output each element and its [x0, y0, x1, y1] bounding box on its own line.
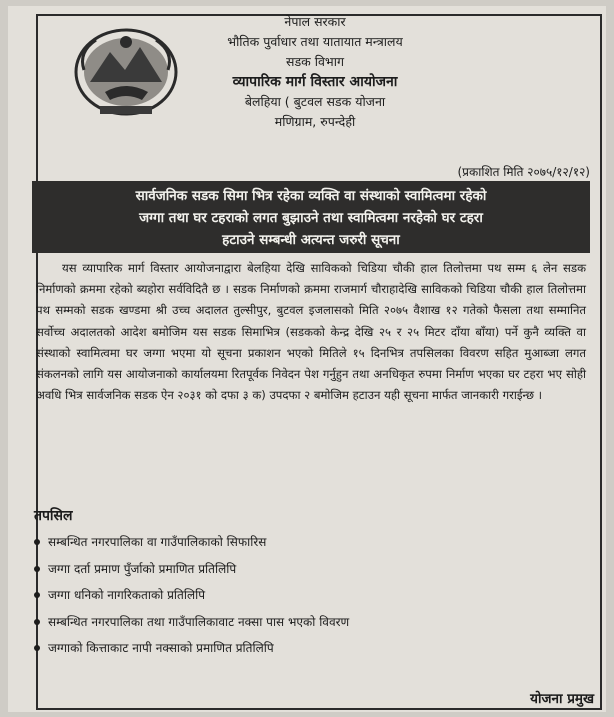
banner-line-3: हटाउने सम्बन्धी अत्यन्त जरुरी सूचना [222, 232, 400, 248]
banner-line-1: सार्वजनिक सडक सिमा भित्र रहेका व्यक्ति वा संस्थाको स्वामित्वमा रहेको [135, 188, 487, 204]
bullet-icon [34, 539, 40, 545]
publish-date: (प्रकाशित मिति २०७५/१२/१२) [457, 165, 590, 179]
signature-project-chief: योजना प्रमुख [530, 691, 594, 707]
bullet-icon [34, 645, 40, 651]
header-office: बेलहिया ( बुटवल सडक योजना [244, 94, 386, 109]
notice-title-banner [32, 181, 590, 253]
header-ministry: भौतिक पुर्वाधार तथा यातायात मन्त्रालय [227, 34, 403, 49]
header-government: नेपाल सरकार [284, 14, 346, 29]
details-heading: तपसिल [34, 508, 73, 524]
bullet-icon [34, 592, 40, 598]
nepal-government-emblem [70, 22, 182, 122]
list-item: जग्गाको कित्ताकाट नापी नक्साको प्रमाणित प्रतिलिपि [34, 635, 349, 662]
banner-line-2: जग्गा तथा घर टहराको लगत बुझाउने तथा स्वामित्वमा नरहेको घर टहरा [139, 210, 483, 226]
list-item: सम्बन्धित नगरपालिका तथा गाउँपालिकावाट नक्सा पास भएको विवरण [34, 609, 349, 636]
office-header [190, 12, 440, 132]
bullet-icon [34, 619, 40, 625]
list-item: सम्बन्धित नगरपालिका वा गाउँपालिकाको सिफारिस [34, 529, 349, 556]
header-project: व्यापारिक मार्ग विस्तार आयोजना [232, 74, 398, 90]
bullet-icon [34, 566, 40, 572]
notice-body: यस व्यापारिक मार्ग विस्तार आयोजनाद्वारा बेलहिया देखि साविकको चिडिया चौकी हाल तिलोत्तमा पथ सम्म ६ लेन सडक निर्माणको क्रममा रहेको ब्यहोरा सर्वविदितै छ । सडक निर्माणको क्रममा राजमार्ग चौराहादेखि साविकको चिडिया चौकी हाल तिलोत्तमा पथ सम्मको सडक खण्डमा श्री उच्च अदालत तुल्सीपुर, बुटवल इजलासको मिति २०७५ वैशाख १२ गतेको फैसला तथा सम्मानित सर्वोच्च अदालतको आदेश बमोजिम यस सडक सिमाभित्र (सडकको केन्द्र देखि २५ र २५ मिटर दाँया बाँया) पर्ने कुनै व्यक्ति वा संस्थाको स्वामित्वमा घर जग्गा भएमा यो सूचना प्रकाशन भएको मितिले १५ दिनभित्र तपसिलका विवरण सहित मुआब्जा लगत संकलनको लागि यस आयोजनाको कार्यालयमा रितपूर्वक निवेदन पेश गर्नुहुन तथा अनधिकृत रुपमा निर्माण भएका घर टहरा भए सोही अवधि भित्र सार्वजनिक सडक ऐन २०३१ को दफा ३ क) उपदफा २ बमोजिम हटाउन यही सूचना मार्फत जानकारी गराईन्छ । [36, 261, 586, 403]
list-item: जग्गा दर्ता प्रमाण पुँर्जाको प्रमाणित प्रतिलिपि [34, 556, 349, 583]
required-documents-list [34, 529, 349, 662]
header-location: मणिग्राम, रुपन्देही [274, 114, 356, 129]
list-item: जग्गा धनिको नागरिकताको प्रतिलिपि [34, 582, 349, 609]
header-department: सडक विभाग [286, 54, 344, 69]
